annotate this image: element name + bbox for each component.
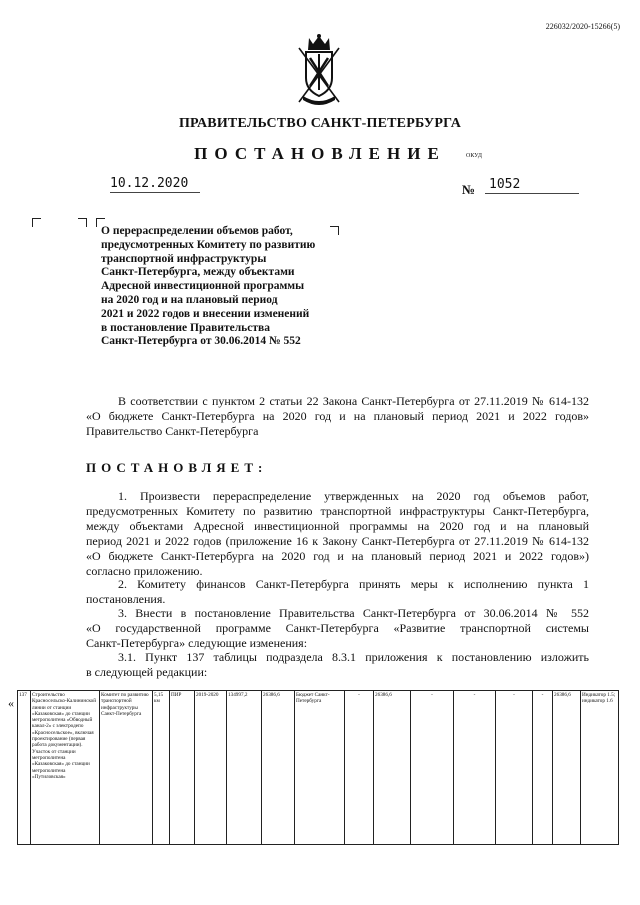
cell-total: 26386,6 [553,691,581,845]
document-number: 1052 [485,177,579,194]
number-sign: № [462,182,476,197]
cell-length: 5,15 км [153,691,170,845]
item-3-1-line: в следующей редакции: [86,665,208,679]
title-line: предусмотренных Комитету по развитию [101,238,316,251]
opening-quote: « [8,696,14,710]
document-title [101,225,361,349]
item-3-1-line: 3.1. Пункт 137 таблицы подраздела 8.3.1 приложения к постановлению изложить [118,650,589,664]
okud-label: ОКУД [466,153,482,159]
title-line: 2021 и 2022 годов и внесении изменений [101,307,310,320]
item-2 [86,577,589,607]
item-3-line: 3. Внести в постановление Правительства Санкт-Петербурга от 30.06.2014 № 552 [118,606,589,620]
cell-empty: - [411,691,454,845]
cell-sum: 26386,6 [262,691,295,845]
coat-of-arms-icon [295,34,343,106]
item-3 [86,606,589,651]
cell-indicator: Индикатор 1.5; индикатор 1.6 [581,691,619,845]
document-date: 10.12.2020 [110,176,200,193]
item-2-line: постановления. [86,592,166,606]
item-2-line: 2. Комитету финансов Санкт-Петербурга принять меры к исполнению пункта 1 [118,577,589,591]
title-line: О перераспределении объемов работ, [101,225,293,237]
cell-customer: Комитет по развитию транспортной инфраструктуры Санкт-Петербурга [100,691,153,845]
title-line: Адресной инвестиционной программы [101,280,305,293]
item-3-line: «О государственной программе Санкт-Петербурга «Развитие транспортной системы [86,621,589,635]
government-name: ПРАВИТЕЛЬСТВО САНКТ-ПЕТЕРБУРГА [178,116,462,131]
table-row [18,691,619,845]
cell-period: 2019-2020 [195,691,227,845]
title-line: Санкт-Петербурга от 30.06.2014 № 552 [101,335,301,348]
registration-number: 226032/2020-15266(5) [545,22,620,31]
item-3-line: Санкт-Петербурга» следующие изменения: [86,636,308,650]
cell-cost: 134997,2 [227,691,262,845]
cell-funding-source: Бюджет Санкт-Петербурга [295,691,345,845]
preamble [86,394,589,439]
item-1 [86,489,589,579]
title-line: транспортной инфраструктуры [101,252,267,265]
item-1-line: 1. Произвести перераспределение утвержденных на 2020 год объемов работ, [118,489,589,503]
title-line: Санкт-Петербурга, между объектами [101,266,295,279]
cell-empty: - [345,691,374,845]
item-1-line: период 2021 и 2022 годов (приложение 16 к Закону Санкт-Петербурга от 27.11.2019 № 614-132 [86,534,589,548]
cell-number: 137 [18,691,31,845]
preamble-line: В соответствии с пунктом 2 статьи 22 Закона Санкт-Петербурга от 27.11.2019 № 614-132 [118,394,589,408]
item-3-1 [86,650,589,680]
cell-empty: - [533,691,553,845]
cell-empty: - [454,691,496,845]
title-line: на 2020 год и на плановый период [101,293,278,306]
item-1-line: предусмотренных Комитету по развитию транспортной инфраструктуры Санкт-Петербурга, [86,504,589,518]
preamble-line: Правительство Санкт-Петербурга [86,424,259,438]
item-1-line: согласно приложению. [86,564,203,578]
cell-work-type: ПИР [170,691,195,845]
item-1-line: «О бюджете Санкт-Петербурга на 2020 год и на плановый период 2021 и 2022 годов») [86,549,589,563]
corner-mark [32,218,41,227]
title-line: в постановление Правительства [101,321,270,334]
item-1-line: между объектами Адресной инвестиционной программы на 2020 год и на плановый [86,519,589,533]
amendment-table [17,690,619,845]
preamble-line: «О бюджете Санкт-Петербурга на 2020 год и на плановый период 2021 и 2022 годов» [86,409,589,423]
corner-mark [78,218,87,227]
document-type: ПОСТАНОВЛЕНИЕ [194,144,446,163]
cell-object-name: Строительство Красносельско-Калининской линии от станции «Казаковская» до станции метрополитена «Обводный канал-2» с электродепо «Красносельское», включая проектирование (первая работа документации). Участок от станции метрополитена «Казаковская» до станции метрополитена «Путиловская» [31,691,100,845]
cell-empty: - [496,691,533,845]
decree-heading: ПОСТАНОВЛЯЕТ: [86,460,268,475]
cell-sum: 26386,6 [374,691,411,845]
